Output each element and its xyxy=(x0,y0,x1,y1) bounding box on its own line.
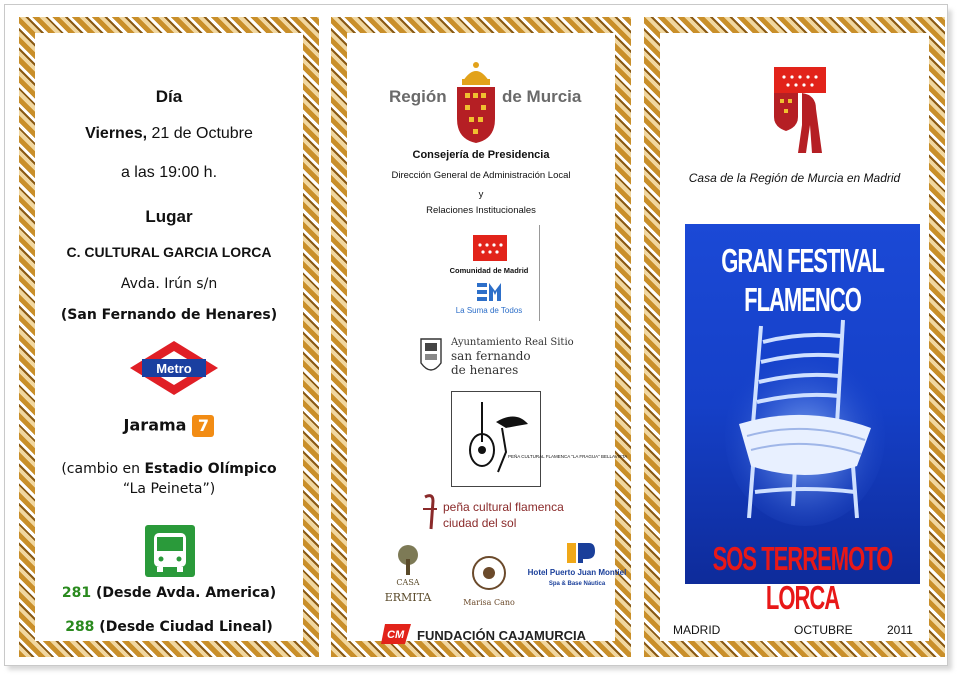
event-day-month: 21 de Octubre xyxy=(147,125,253,142)
relaciones-text: Relaciones Institucionales xyxy=(426,205,536,216)
marisa-text: Marisa Cano xyxy=(463,598,515,607)
casa-ermita-logo-icon xyxy=(367,539,449,611)
casa-murcia-madrid-logo-icon xyxy=(772,65,828,157)
ayto-line3: de henares xyxy=(451,363,519,377)
direccion-general-text: Dirección General de Administración Local xyxy=(391,170,571,181)
hotel-puerto-juan-montiel-logo-icon xyxy=(527,541,627,595)
fundacion-text: FUNDACIÓN CAJAMURCIA xyxy=(417,628,586,643)
footer-month: OCTUBRE xyxy=(794,623,853,637)
region-murcia-left-text: Región xyxy=(389,87,447,106)
ayto-line1: Ayuntamiento Real Sitio xyxy=(451,337,574,348)
bus-line-288-route: (Desde Ciudad Lineal) xyxy=(94,619,273,635)
panel-event-details xyxy=(19,17,319,657)
festival-poster xyxy=(685,224,920,617)
ermita-line2: ERMITA xyxy=(384,591,432,604)
comunidad-madrid-text: Comunidad de Madrid xyxy=(449,266,529,275)
transfer-station-alias: “La Peineta”) xyxy=(122,481,216,497)
comunidad-madrid-logo-icon xyxy=(437,225,565,321)
event-weekday: Viernes, xyxy=(85,125,148,142)
bus-line-281-route: (Desde Avda. America) xyxy=(91,585,277,601)
bus-line-288-number: 288 xyxy=(65,619,95,635)
panel-cover xyxy=(644,17,945,657)
metro-station-name: Jarama xyxy=(123,415,187,435)
la-suma-text: La Suma de Todos xyxy=(455,306,523,315)
transfer-prefix: (cambio en xyxy=(61,461,145,477)
fundacion-cajamurcia-logo-icon xyxy=(381,618,601,648)
casa-region-murcia-text: Casa de la Región de Murcia en Madrid xyxy=(688,171,901,185)
marisa-cano-logo-icon xyxy=(459,553,519,611)
consejeria-text: Consejería de Presidencia xyxy=(412,149,550,161)
bus-line-281 xyxy=(35,585,303,601)
chair-image xyxy=(725,306,885,526)
svg-text:CM: CM xyxy=(387,629,405,641)
metro-line-badge: 7 xyxy=(192,415,214,437)
poster-subtitle: SOS TERREMOTO LORCA xyxy=(712,540,893,617)
event-time: a las 19:00 h. xyxy=(120,164,218,181)
venue-city: (San Fernando de Henares) xyxy=(60,307,278,323)
venue-name: C. CULTURAL GARCIA LORCA xyxy=(66,244,272,260)
pcf-line1: peña cultural flamenca xyxy=(443,500,564,514)
bus-line-288 xyxy=(35,619,303,635)
transfer-station: Estadio Olímpico xyxy=(144,461,277,477)
ermita-line1: CASA xyxy=(396,578,420,587)
venue-address: Avda. Irún s/n xyxy=(120,276,218,292)
poster-title: GRAN FESTIVAL FLAMENCO xyxy=(721,242,884,319)
dia-label: Día xyxy=(155,87,183,106)
panel-sponsors xyxy=(331,17,631,657)
region-murcia-right-text: de Murcia xyxy=(502,87,582,106)
pena-text: PEÑA CULTURAL FLAMENCA "LA FRAGUA" BELLAVISTA xyxy=(508,454,628,459)
lugar-label: Lugar xyxy=(145,207,193,226)
murcia-crest-icon xyxy=(453,59,499,145)
hotel-line2: Spa & Base Náutica xyxy=(548,581,606,587)
footer-city: MADRID xyxy=(673,623,721,637)
bus-icon xyxy=(145,525,195,577)
metro-logo-icon xyxy=(128,339,220,397)
ayto-line2: san fernando xyxy=(451,349,531,363)
pena-ciudad-del-sol-logo-icon xyxy=(419,493,589,533)
brochure-sheet xyxy=(4,4,948,666)
bus-line-281-number: 281 xyxy=(61,585,92,601)
pcf-line2: ciudad del sol xyxy=(443,516,517,530)
event-date xyxy=(35,125,303,143)
metro-station xyxy=(35,415,303,437)
conjunction-text: y xyxy=(478,189,484,200)
ayuntamiento-logo-icon xyxy=(417,329,587,383)
footer-year: 2011 xyxy=(887,623,913,637)
transfer-note xyxy=(35,459,303,499)
hotel-line1: Hotel Puerto Juan Montiel xyxy=(527,568,627,577)
pena-la-fragua-logo-icon xyxy=(451,391,628,487)
metro-logo-text: Metro xyxy=(156,361,192,376)
